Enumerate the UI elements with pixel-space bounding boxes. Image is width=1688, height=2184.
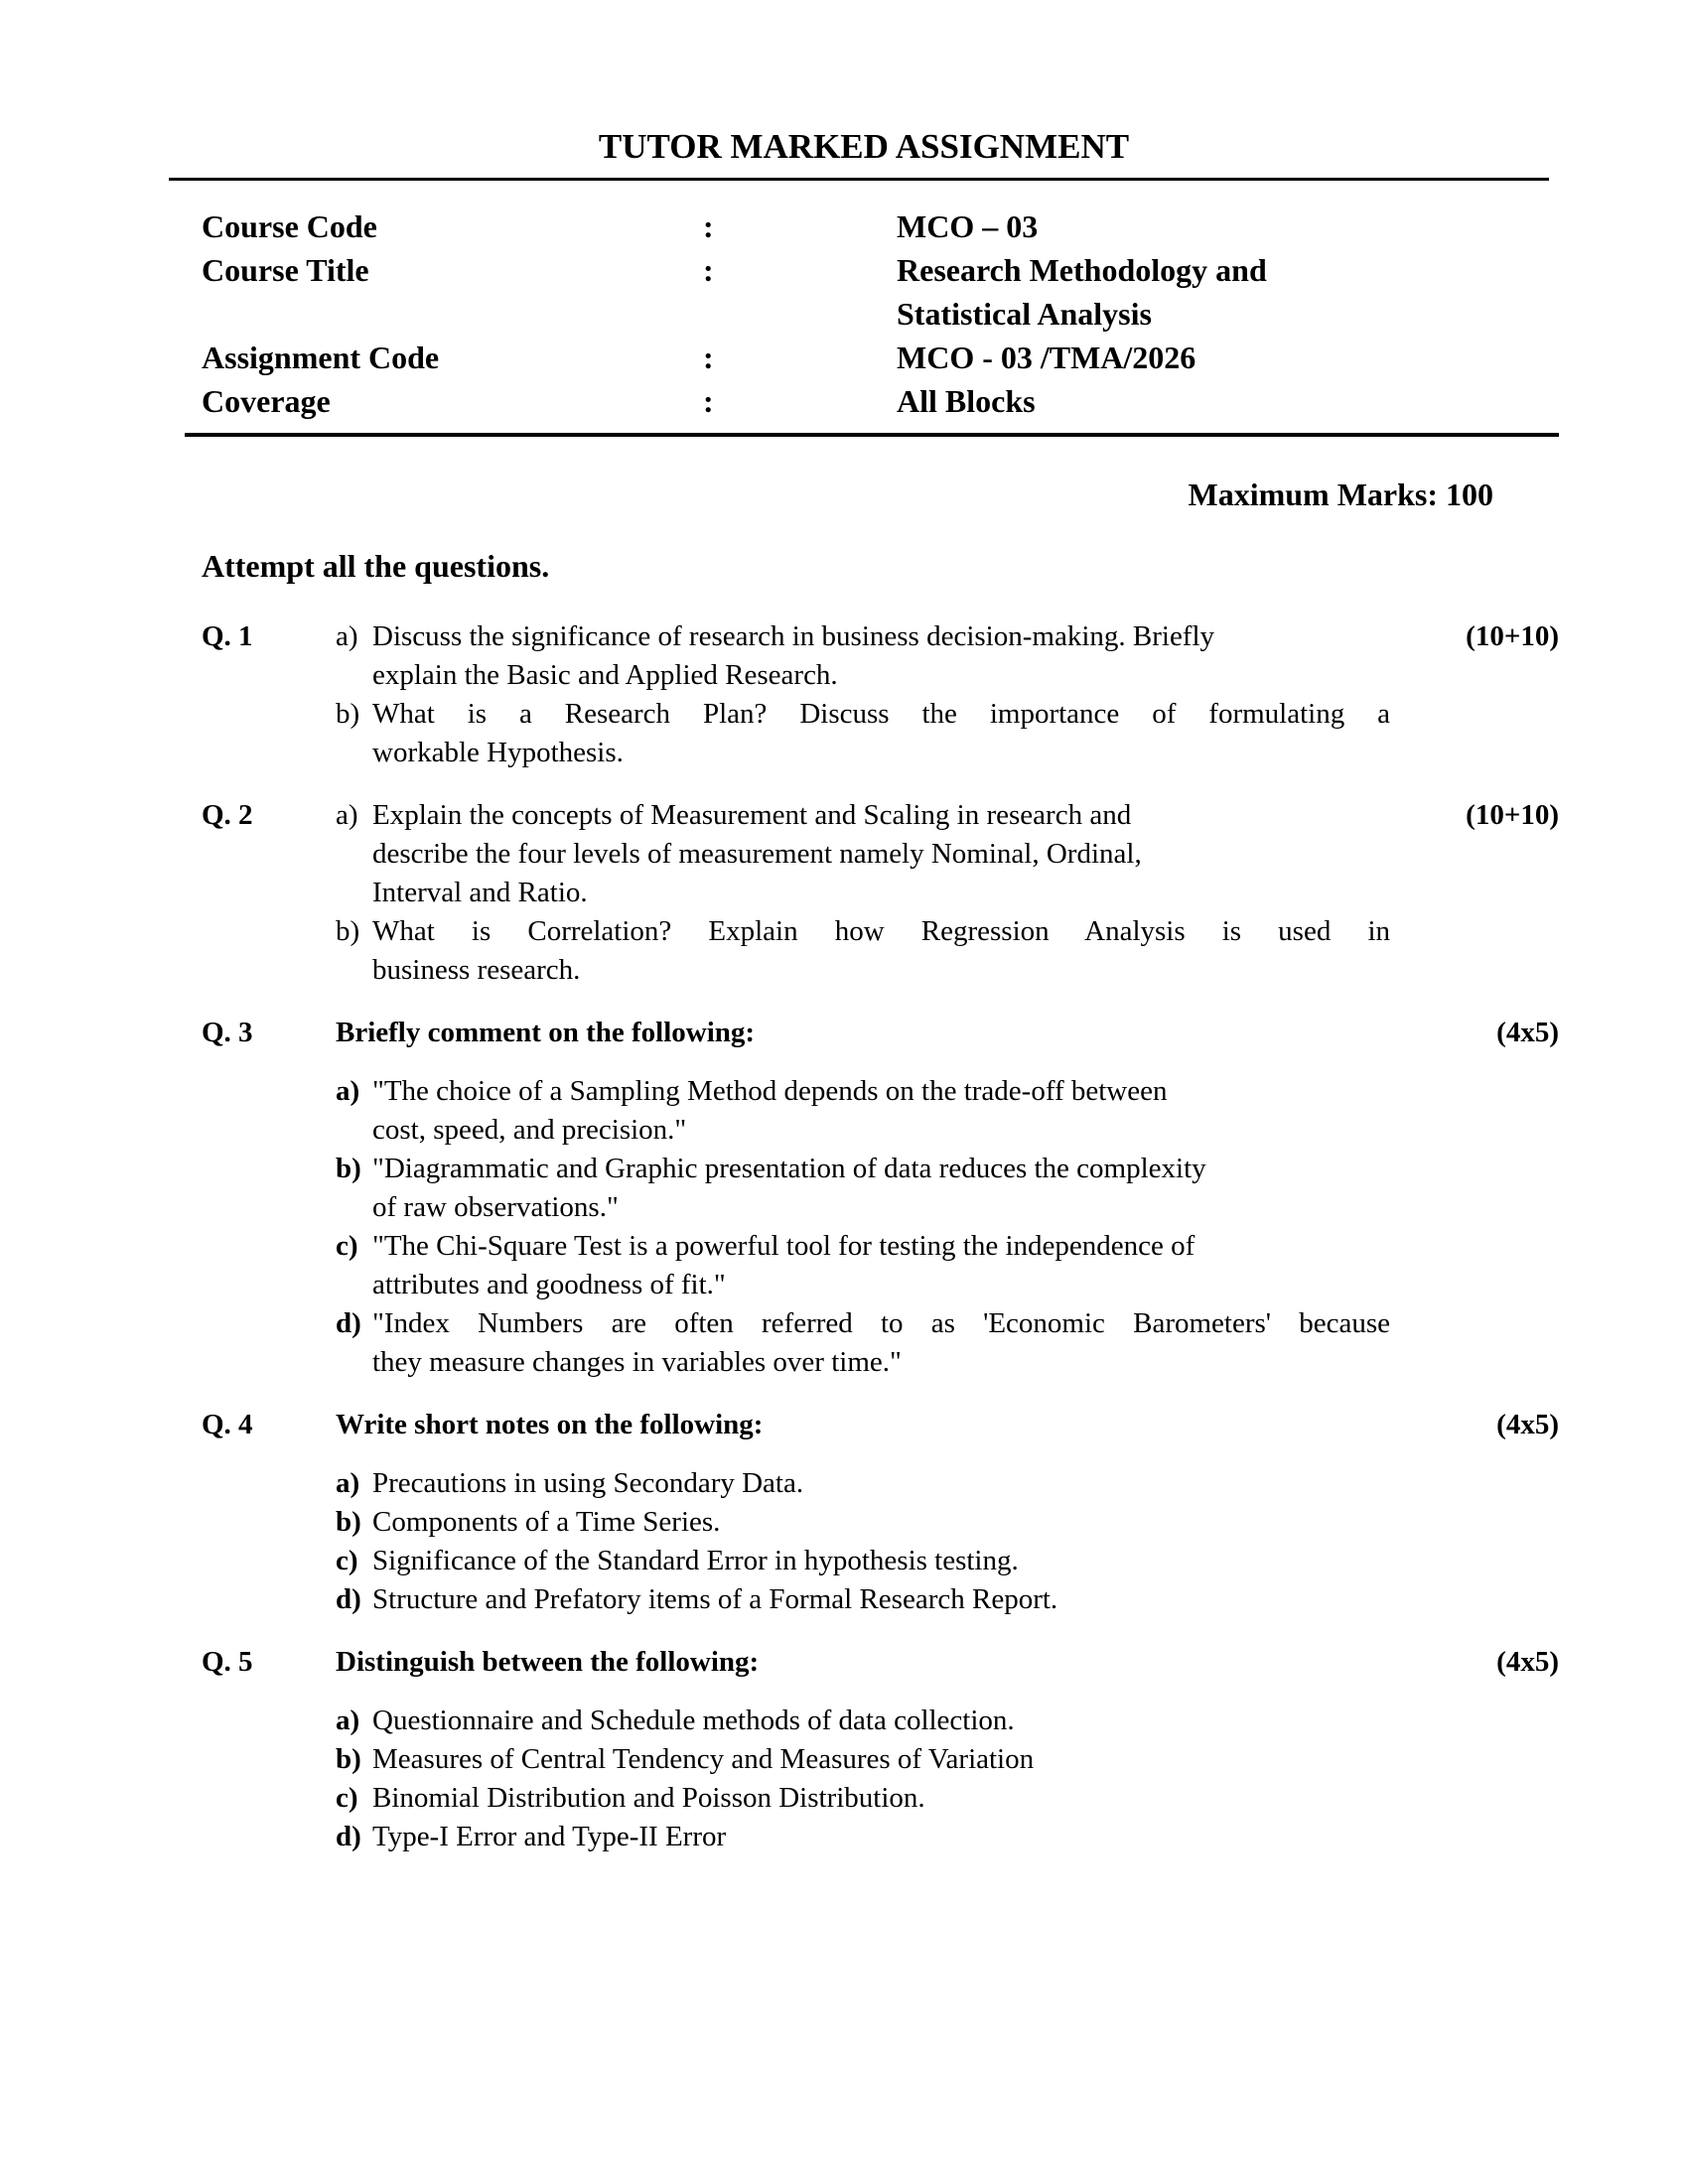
meta-value-line: All Blocks [897,383,1036,419]
instruction-text: Attempt all the questions. [202,548,550,584]
item-text-line: Structure and Prefatory items of a Formal Research Report. [372,1583,1058,1615]
item-text-line: "The choice of a Sampling Method depends on the trade-off between [372,1075,1168,1107]
question-block [202,617,1559,772]
meta-label: Assignment Code [202,340,440,375]
item-text-line: Components of a Time Series. [372,1506,721,1538]
item-text-line: Binomial Distribution and Poisson Distribution. [372,1782,925,1814]
question-item [336,1150,1390,1227]
max-marks-label: Maximum Marks: 100 [1188,477,1493,512]
question-item [336,796,1390,912]
question-block [202,1406,1559,1619]
item-letter: d) [336,1307,361,1339]
item-text-line: Type-I Error and Type-II Error [372,1821,727,1852]
meta-row [202,205,1559,248]
question-item [336,1227,1390,1304]
item-text [372,1464,1390,1503]
meta-label: Course Code [202,208,377,244]
question-item [336,1072,1390,1150]
item-letter: b) [336,915,360,947]
item-text-line: Discuss the significance of research in business decision-making. Briefly [372,620,1215,652]
meta-separator: : [703,208,714,244]
header-bottom-divider [185,433,1559,437]
item-letter: b) [336,1153,361,1184]
item-text [372,695,1390,772]
question-block [202,1643,1559,1856]
meta-separator: : [703,252,714,288]
question-item [336,1818,1390,1856]
meta-value-line: MCO - 03 /TMA/2026 [897,340,1196,375]
question-item [336,695,1390,772]
item-letter: a) [336,1075,360,1107]
question-number: Q. 1 [202,620,253,652]
meta-value [897,205,1559,248]
item-text [372,1503,1390,1542]
item-text-line: What is a Research Plan? Discuss the importance of formulating a [372,698,1390,730]
item-text-line: "Diagrammatic and Graphic presentation of data reduces the complexity [372,1153,1206,1184]
item-text [372,1818,1390,1856]
meta-row [202,336,1559,379]
question-item [336,1702,1390,1740]
item-letter: d) [336,1821,361,1852]
page-title: TUTOR MARKED ASSIGNMENT [598,127,1130,166]
question-heading: Write short notes on the following: [336,1409,764,1440]
item-letter: b) [336,1743,361,1775]
question-body [336,1643,1415,1856]
item-letter: a) [336,1467,360,1499]
item-letter: a) [336,1705,360,1736]
meta-value [897,248,1559,336]
item-text [372,912,1390,990]
item-text-line: explain the Basic and Applied Research. [372,659,838,691]
header-top-divider [169,178,1549,181]
item-letter: c) [336,1545,358,1576]
question-marks: (4x5) [1496,1646,1559,1678]
item-text-line: "The Chi-Square Test is a powerful tool for testing the independence of [372,1230,1196,1262]
item-text [372,1779,1390,1818]
question-item [336,1779,1390,1818]
item-text-line: "Index Numbers are often referred to as 'Economic Barometers' because [372,1307,1390,1339]
item-text [372,1702,1390,1740]
item-text-line: attributes and goodness of fit." [372,1269,726,1300]
item-text-line: Explain the concepts of Measurement and Scaling in research and [372,799,1132,831]
question-number: Q. 2 [202,799,253,831]
question-heading: Distinguish between the following: [336,1646,760,1678]
item-text [372,1227,1390,1304]
item-letter: c) [336,1782,358,1814]
item-text [372,1072,1390,1150]
item-letter: c) [336,1230,358,1262]
meta-separator: : [703,383,714,419]
item-text-line: Measures of Central Tendency and Measures of Variation [372,1743,1035,1775]
question-body [336,1014,1415,1382]
item-letter: a) [336,620,358,652]
meta-row [202,379,1559,423]
question-marks: (4x5) [1496,1409,1559,1440]
item-letter: a) [336,799,358,831]
question-marks: (10+10) [1466,620,1559,652]
question-item [336,912,1390,990]
question-block [202,796,1559,990]
item-text-line: of raw observations." [372,1191,619,1223]
meta-row [202,248,1559,336]
item-text [372,796,1390,912]
question-body [336,796,1415,990]
meta-value-line: Research Methodology and [897,252,1267,288]
item-letter: b) [336,1506,361,1538]
question-marks: (4x5) [1496,1017,1559,1048]
item-text-line: Significance of the Standard Error in hypothesis testing. [372,1545,1019,1576]
question-item [336,1740,1390,1779]
meta-separator: : [703,340,714,375]
item-letter: d) [336,1583,361,1615]
question-block [202,1014,1559,1382]
question-body [336,1406,1415,1619]
meta-table [169,205,1559,423]
question-item [336,1580,1390,1619]
meta-label: Course Title [202,252,369,288]
question-item [336,1464,1390,1503]
question-heading: Briefly comment on the following: [336,1017,756,1048]
question-item [336,1503,1390,1542]
question-item [336,1304,1390,1382]
questions-list [169,617,1559,1856]
item-text-line: Precautions in using Secondary Data. [372,1467,804,1499]
meta-value [897,336,1559,379]
item-text [372,1150,1390,1227]
question-number: Q. 4 [202,1409,253,1440]
item-text [372,1304,1390,1382]
question-item [336,617,1390,695]
item-text [372,1740,1390,1779]
meta-value [897,379,1559,423]
item-text-line: describe the four levels of measurement namely Nominal, Ordinal, [372,838,1142,870]
item-text [372,617,1390,695]
page-content [169,0,1559,1880]
item-text-line: Interval and Ratio. [372,877,588,908]
item-text [372,1542,1390,1580]
item-text [372,1580,1390,1619]
meta-value-line: MCO – 03 [897,208,1039,244]
item-text-line: cost, speed, and precision." [372,1114,687,1146]
meta-label: Coverage [202,383,331,419]
question-marks: (10+10) [1466,799,1559,831]
item-text-line: they measure changes in variables over time." [372,1346,902,1378]
question-number: Q. 5 [202,1646,253,1678]
item-text-line: workable Hypothesis. [372,737,624,768]
item-text-line: Questionnaire and Schedule methods of data collection. [372,1705,1015,1736]
item-text-line: What is Correlation? Explain how Regression Analysis is used in [372,915,1390,947]
item-letter: b) [336,698,360,730]
item-text-line: business research. [372,954,581,986]
question-number: Q. 3 [202,1017,253,1048]
question-body [336,617,1415,772]
question-item [336,1542,1390,1580]
meta-value-line: Statistical Analysis [897,296,1152,332]
